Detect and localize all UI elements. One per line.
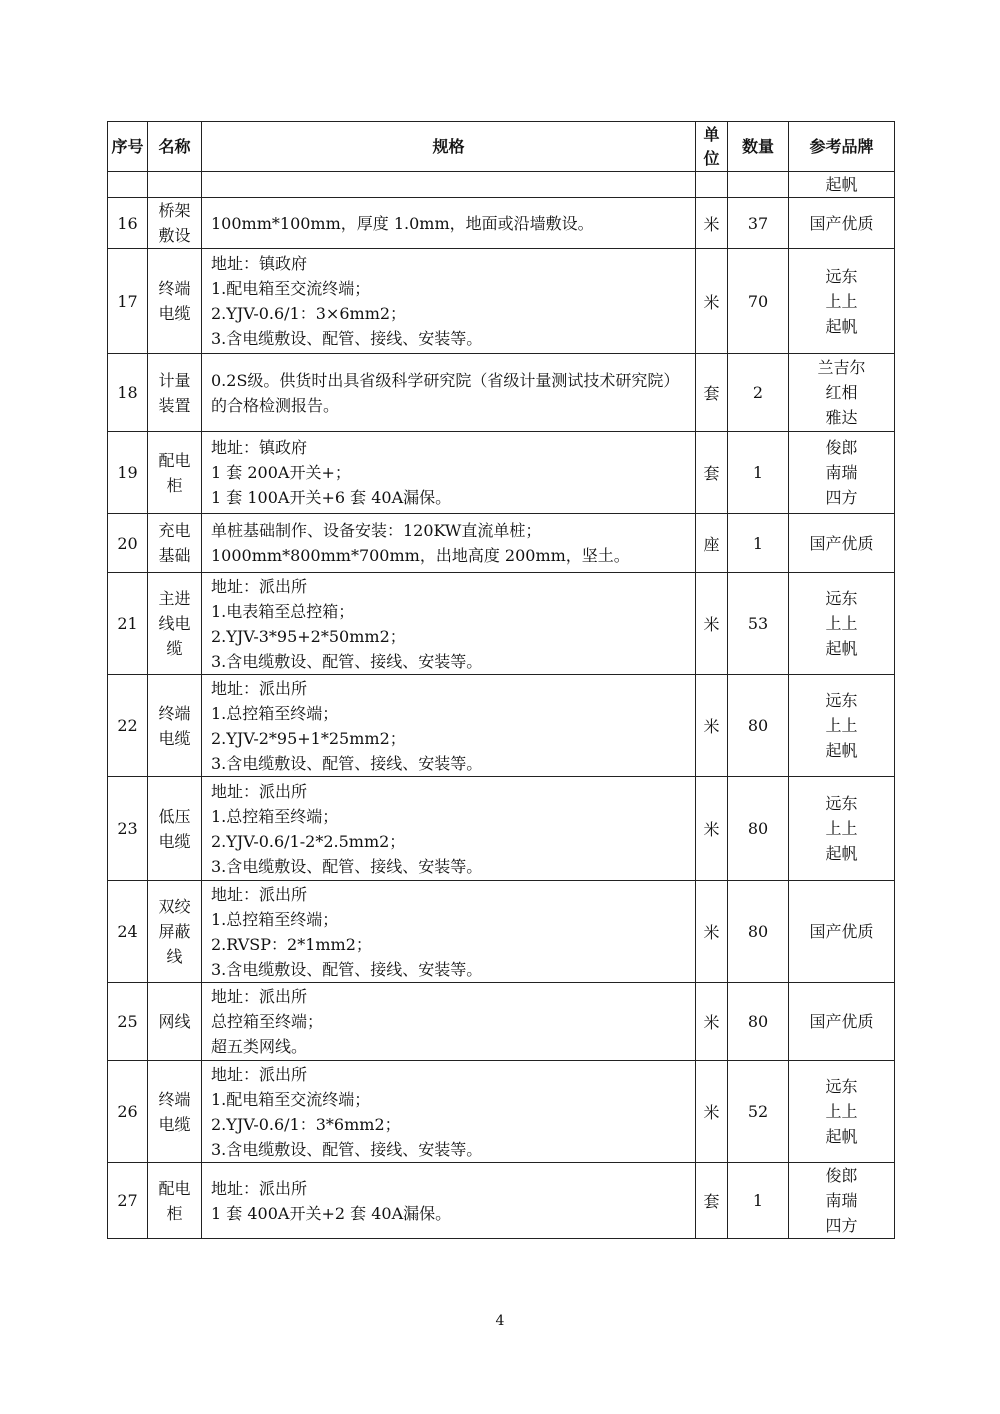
table-row: [108, 675, 895, 777]
cell-line: 终端: [158, 703, 191, 723]
cell-qty: 80: [728, 777, 789, 881]
cell-line: 四方: [825, 1216, 858, 1235]
cell-line: 1.总控箱至终端；: [211, 806, 339, 826]
cell-line: 红相: [825, 383, 858, 402]
cell-brand: [789, 881, 895, 983]
cell-qty: [728, 172, 789, 198]
cell-name: [148, 1061, 202, 1163]
cell-brand: [789, 675, 895, 777]
cell-line: 上上: [825, 291, 858, 311]
cell-no: 26: [108, 1061, 148, 1163]
cell-line: 低压: [158, 806, 191, 826]
cell-line: 俊郎: [825, 438, 858, 457]
cell-line: 地址：派出所: [211, 678, 308, 698]
page-number: 4: [495, 1313, 505, 1329]
cell-qty: 2: [728, 354, 789, 432]
cell-line: 3.含电缆敷设、配管、接线、安装等。: [211, 753, 483, 773]
cell-line: 2.YJV-0.6/1-2*2.5mm2；: [211, 831, 406, 851]
cell-line: 地址：镇政府: [211, 438, 308, 457]
cell-no: 25: [108, 983, 148, 1061]
cell-spec: [202, 1163, 696, 1239]
cell-line: 远东: [825, 1077, 858, 1096]
cell-line: 3.含电缆敷设、配管、接线、安装等。: [211, 1139, 483, 1159]
cell-no: 22: [108, 675, 148, 777]
cell-no: 21: [108, 573, 148, 675]
cell-spec: [202, 983, 696, 1061]
cell-qty: 80: [728, 983, 789, 1061]
cell-spec: [202, 198, 696, 249]
cell-line: 配电: [158, 450, 191, 470]
cell-line: 3.含电缆敷设、配管、接线、安装等。: [211, 856, 483, 876]
cell-line: 电缆: [158, 728, 191, 748]
cell-line: 地址：派出所: [211, 987, 308, 1006]
cell-unit: 米: [696, 983, 728, 1061]
cell-unit: 套: [696, 432, 728, 514]
cell-unit: 米: [696, 1061, 728, 1163]
cell-line: 1.配电箱至交流终端；: [211, 1089, 371, 1109]
cell-line: 终端: [158, 279, 191, 298]
cell-line: 兰吉尔: [817, 358, 866, 377]
cell-line: 计量: [158, 370, 191, 390]
cell-line: 起帆: [825, 175, 858, 194]
cell-name: [148, 573, 202, 675]
cell-line: 国产优质: [809, 213, 874, 233]
cell-unit: 米: [696, 881, 728, 983]
cell-line: 缆: [166, 639, 183, 658]
cell-brand: [789, 172, 895, 198]
cell-line: 电缆: [158, 1114, 191, 1134]
cell-line: 1000mm*800mm*700mm，出地高度 200mm，坚土。: [211, 546, 630, 565]
cell-line: 充电: [158, 521, 191, 540]
table-row: [108, 777, 895, 881]
table-row: [108, 881, 895, 983]
cell-line: 终端: [158, 1089, 191, 1109]
cell-unit: 米: [696, 249, 728, 354]
cell-spec: [202, 514, 696, 573]
cell-line: 单桩基础制作、设备安装：120KW直流单桩；: [211, 521, 542, 540]
cell-line: 起帆: [825, 741, 858, 760]
cell-line: 2.YJV-2*95+1*25mm2；: [211, 728, 406, 748]
table-row: [108, 1061, 895, 1163]
cell-name: [148, 354, 202, 432]
cell-line: 1.电表箱至总控箱；: [211, 601, 355, 621]
cell-brand: [789, 777, 895, 881]
cell-line: 起帆: [825, 316, 858, 336]
table-row: [108, 1163, 895, 1239]
cell-line: 总控箱至终端；: [211, 1012, 324, 1031]
cell-line: 南瑞: [825, 1191, 858, 1210]
cell-line: 线电: [158, 614, 191, 633]
cell-unit: [696, 172, 728, 198]
cell-line: 国产优质: [809, 533, 874, 553]
cell-spec: [202, 432, 696, 514]
cell-line: 屏蔽: [158, 922, 191, 941]
cell-line: 1.总控箱至终端；: [211, 703, 339, 723]
cell-unit: 套: [696, 354, 728, 432]
cell-line: 地址：派出所: [211, 1064, 308, 1084]
cell-line: 100mm*100mm，厚度 1.0mm，地面或沿墙敷设。: [211, 213, 594, 233]
cell-no: 18: [108, 354, 148, 432]
cell-line: 电缆: [158, 304, 191, 323]
cell-line: 雅达: [825, 408, 858, 427]
cell-qty: 80: [728, 675, 789, 777]
table-row: [108, 983, 895, 1061]
cell-name: [148, 198, 202, 249]
cell-name: [148, 777, 202, 881]
cell-name: [148, 675, 202, 777]
cell-line: 四方: [825, 488, 858, 507]
cell-no: 20: [108, 514, 148, 573]
cell-line: 1 套 400A开关+2 套 40A漏保。: [211, 1203, 452, 1223]
cell-line: 1.配电箱至交流终端；: [211, 279, 371, 298]
cell-line: 起帆: [825, 639, 858, 658]
cell-unit: 米: [696, 777, 728, 881]
header-spec: 规格: [202, 122, 696, 172]
cell-brand: [789, 573, 895, 675]
cell-no: 17: [108, 249, 148, 354]
table-row: [108, 432, 895, 514]
cell-qty: 37: [728, 198, 789, 249]
header-unit: 单位: [696, 122, 728, 172]
cell-line: 地址：镇政府: [211, 254, 308, 273]
cell-line: 基础: [158, 546, 191, 565]
cell-qty: 80: [728, 881, 789, 983]
cell-qty: 53: [728, 573, 789, 675]
cell-line: 地址：派出所: [211, 576, 308, 596]
cell-spec: [202, 249, 696, 354]
cell-line: 国产优质: [809, 1012, 874, 1031]
cell-line: 3.含电缆敷设、配管、接线、安装等。: [211, 329, 483, 348]
cell-no: [108, 172, 148, 198]
header-qty: 数量: [728, 122, 789, 172]
cell-line: 远东: [825, 691, 858, 710]
cell-line: 主进: [158, 589, 191, 608]
cell-name: [148, 1163, 202, 1239]
cell-line: 国产优质: [809, 922, 874, 941]
cell-unit: 米: [696, 198, 728, 249]
table-row: [108, 354, 895, 432]
cell-brand: [789, 432, 895, 514]
cell-name: [148, 983, 202, 1061]
cell-line: 起帆: [825, 844, 858, 863]
cell-spec: [202, 354, 696, 432]
cell-line: 电缆: [158, 831, 191, 851]
cell-unit: 米: [696, 675, 728, 777]
cell-line: 上上: [825, 1102, 858, 1121]
cell-no: 27: [108, 1163, 148, 1239]
cell-brand: [789, 514, 895, 573]
cell-line: 网线: [158, 1012, 191, 1031]
cell-line: 2.RVSP：2*1mm2；: [211, 934, 372, 954]
cell-name: [148, 172, 202, 198]
cell-line: 地址：派出所: [211, 1178, 308, 1198]
cell-line: 远东: [825, 266, 858, 286]
cell-line: 柜: [166, 475, 183, 495]
cell-line: 2.YJV-0.6/1：3*6mm2；: [211, 1114, 401, 1134]
cell-line: 装置: [158, 395, 191, 415]
cell-line: 远东: [825, 589, 858, 608]
cell-qty: 1: [728, 514, 789, 573]
cell-line: 3.含电缆敷设、配管、接线、安装等。: [211, 959, 483, 979]
cell-brand: [789, 1061, 895, 1163]
cell-spec: [202, 675, 696, 777]
cell-line: 双绞: [158, 897, 191, 916]
cell-no: 16: [108, 198, 148, 249]
cell-no: 19: [108, 432, 148, 514]
cell-line: 远东: [825, 794, 858, 813]
cell-brand: [789, 983, 895, 1061]
header-brand: 参考品牌: [789, 122, 895, 172]
cell-line: 南瑞: [825, 463, 858, 482]
cell-line: 敷设: [158, 226, 191, 245]
cell-name: [148, 514, 202, 573]
cell-line: 柜: [166, 1203, 183, 1223]
cell-line: 俊郎: [825, 1166, 858, 1185]
cell-line: 3.含电缆敷设、配管、接线、安装等。: [211, 651, 483, 671]
cell-name: [148, 881, 202, 983]
cell-no: 23: [108, 777, 148, 881]
cell-brand: [789, 198, 895, 249]
cell-spec: [202, 777, 696, 881]
cell-line: 线: [166, 947, 183, 966]
cell-name: [148, 432, 202, 514]
table-row: [108, 249, 895, 354]
table-row: [108, 172, 895, 198]
cell-spec: [202, 881, 696, 983]
cell-unit: 米: [696, 573, 728, 675]
materials-table: [107, 121, 895, 1239]
cell-brand: [789, 1163, 895, 1239]
cell-unit: 座: [696, 514, 728, 573]
cell-line: 0.2S级。供货时出具省级科学研究院（省级计量测试技术研究院）的合格检测报告。: [211, 370, 680, 415]
cell-line: 2.YJV-0.6/1：3×6mm2；: [211, 304, 407, 323]
cell-line: 上上: [825, 819, 858, 838]
cell-line: 1 套 100A开关+6 套 40A漏保。: [211, 488, 452, 507]
cell-unit: 套: [696, 1163, 728, 1239]
cell-line: 桥架: [158, 201, 191, 220]
header-row: [108, 122, 895, 172]
cell-line: 地址：派出所: [211, 781, 308, 801]
cell-line: 上上: [825, 716, 858, 735]
table-row: [108, 514, 895, 573]
header-name: 名称: [148, 122, 202, 172]
cell-line: 起帆: [825, 1127, 858, 1146]
cell-no: 24: [108, 881, 148, 983]
table-row: [108, 198, 895, 249]
cell-line: 上上: [825, 614, 858, 633]
cell-spec: [202, 573, 696, 675]
cell-line: 超五类网线。: [211, 1037, 308, 1056]
cell-qty: 70: [728, 249, 789, 354]
cell-brand: [789, 249, 895, 354]
cell-line: 配电: [158, 1178, 191, 1198]
cell-name: [148, 249, 202, 354]
cell-line: 1 套 200A开关+；: [211, 463, 351, 482]
cell-spec: [202, 1061, 696, 1163]
cell-line: 2.YJV-3*95+2*50mm2；: [211, 626, 406, 646]
cell-line: 1.总控箱至终端；: [211, 909, 339, 929]
cell-line: 地址：派出所: [211, 884, 308, 904]
cell-brand: [789, 354, 895, 432]
cell-qty: 1: [728, 1163, 789, 1239]
table-row: [108, 573, 895, 675]
cell-qty: 52: [728, 1061, 789, 1163]
cell-qty: 1: [728, 432, 789, 514]
header-no: 序号: [108, 122, 148, 172]
cell-spec: [202, 172, 696, 198]
